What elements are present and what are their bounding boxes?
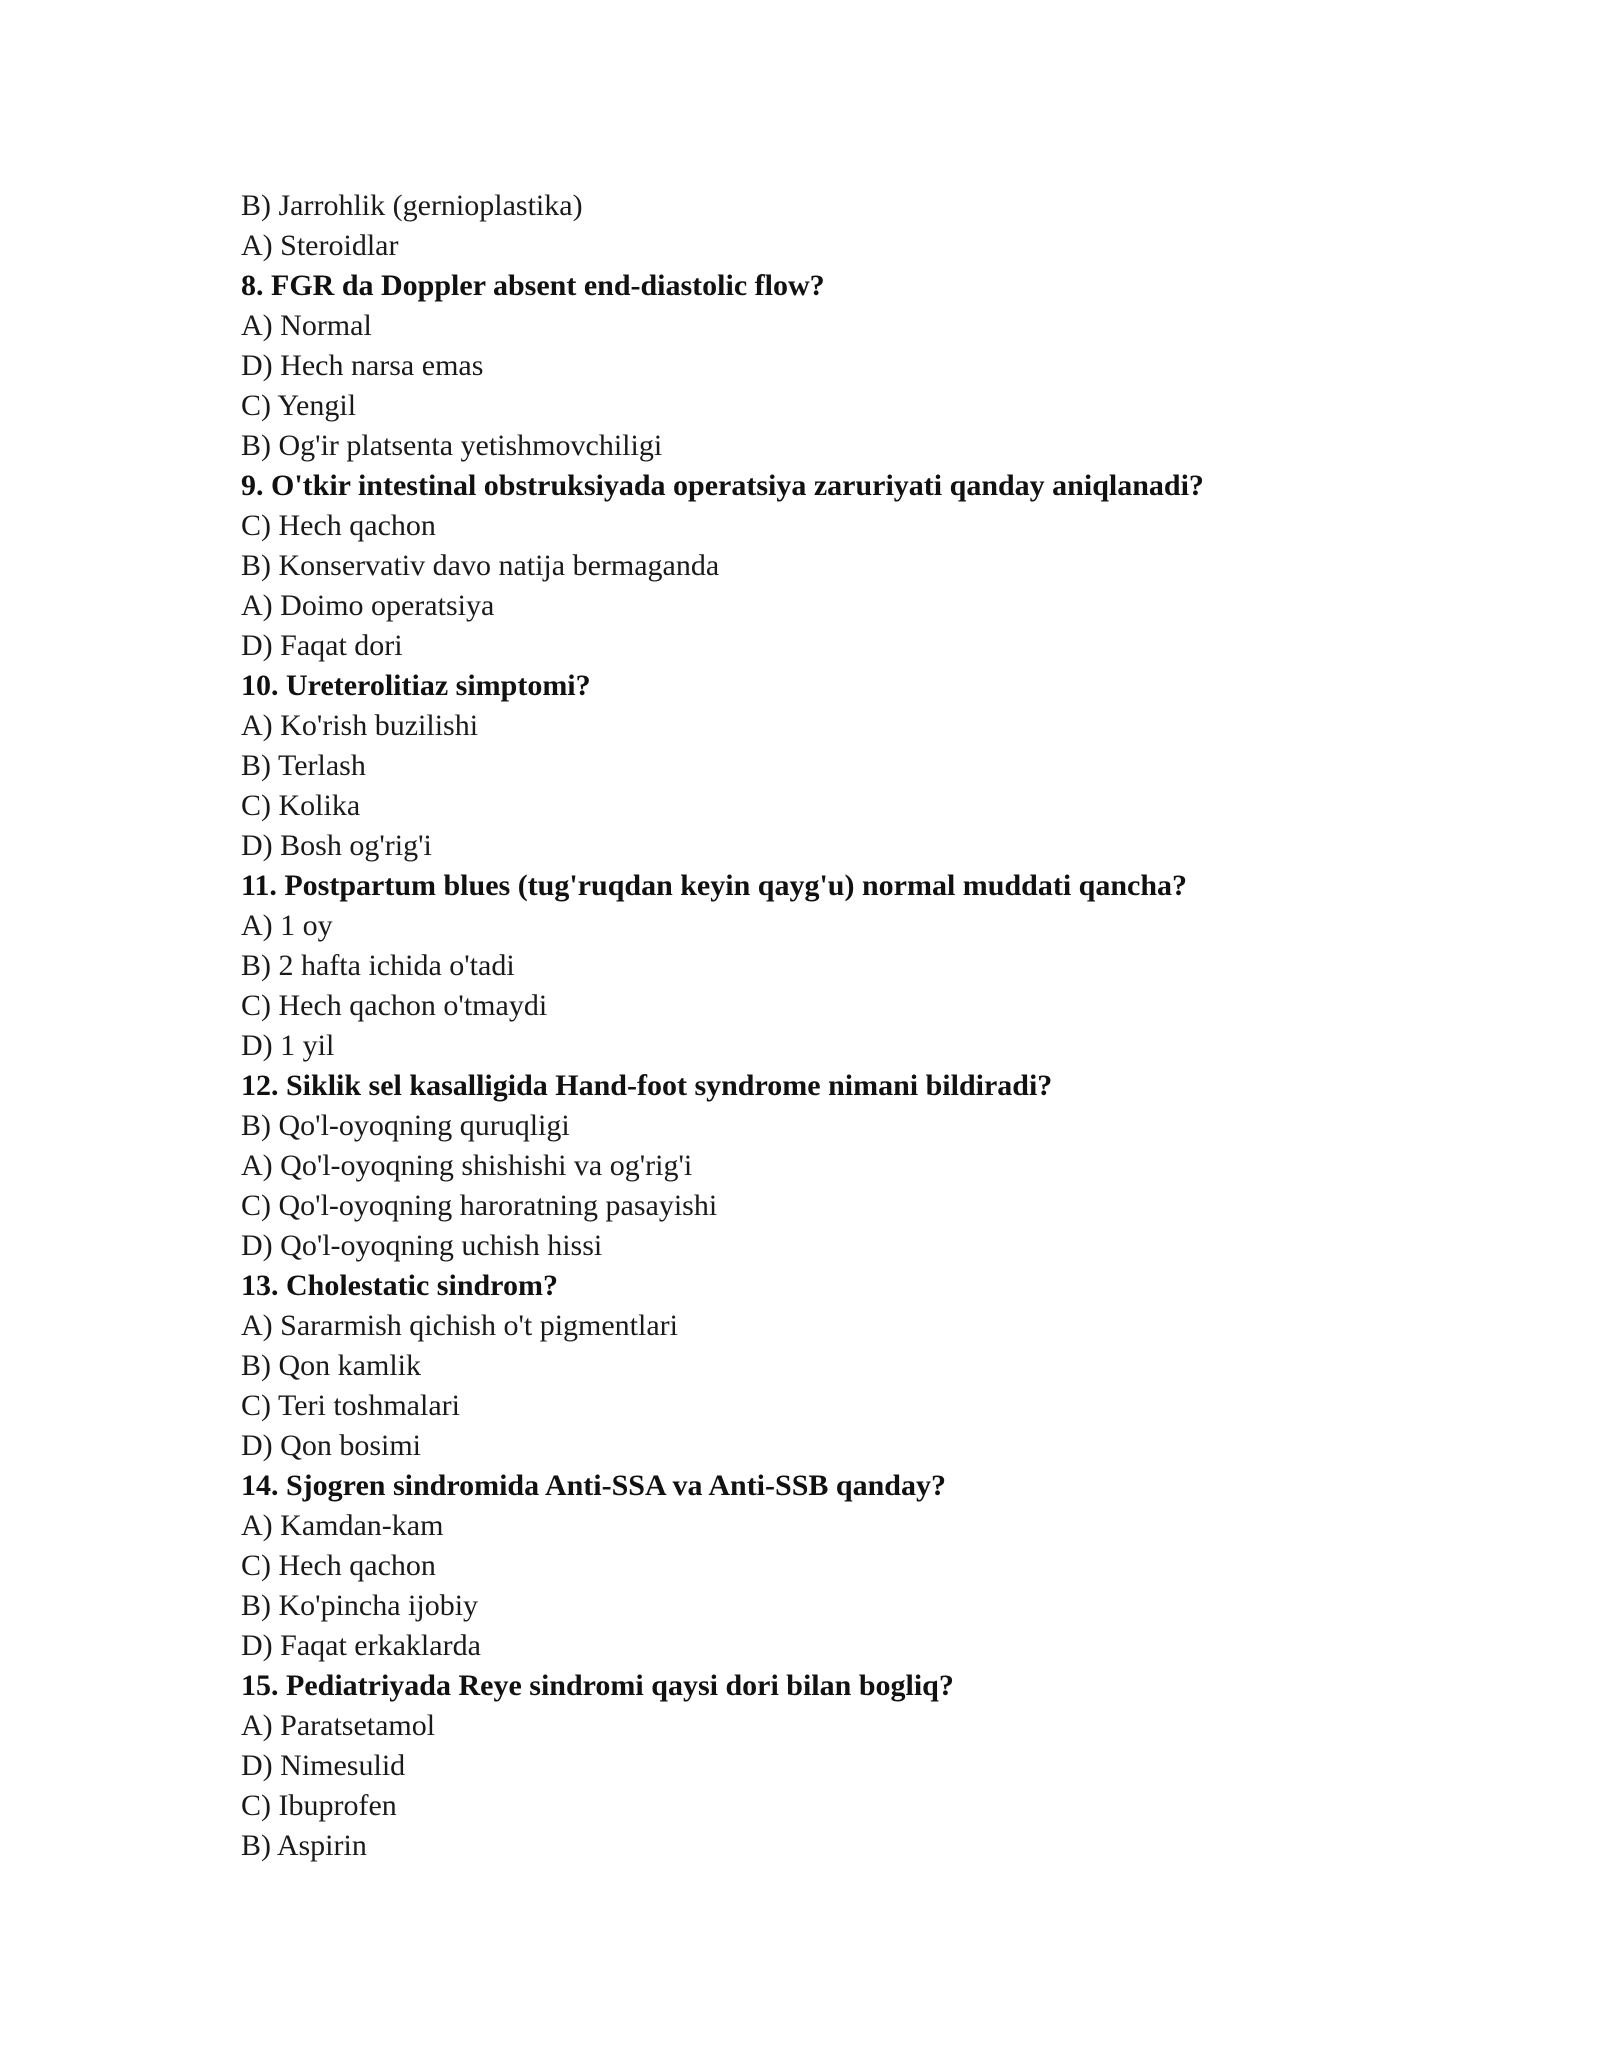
answer-option: C) Ibuprofen — [241, 1789, 397, 1822]
answer-option: A) Steroidlar — [241, 229, 399, 262]
answer-option: B) Ko'pincha ijobiy — [241, 1589, 479, 1622]
question-heading: 14. Sjogren sindromida Anti-SSA va Anti-SSB qanday? — [241, 1469, 946, 1502]
answer-option: C) Hech qachon — [241, 1549, 436, 1582]
answer-option: B) 2 hafta ichida o'tadi — [241, 949, 515, 982]
answer-option: D) Hech narsa emas — [241, 349, 484, 382]
answer-option: A) Ko'rish buzilishi — [241, 709, 479, 742]
answer-option: B) Jarrohlik (gernioplastika) — [241, 189, 583, 222]
answer-option: D) Qo'l-oyoqning uchish hissi — [241, 1229, 603, 1262]
answer-option: C) Hech qachon — [241, 509, 436, 542]
answer-option: C) Hech qachon o'tmaydi — [241, 989, 548, 1022]
answer-option: B) Aspirin — [241, 1829, 367, 1862]
answer-option: A) Sararmish qichish o't pigmentlari — [241, 1309, 678, 1342]
question-heading: 12. Siklik sel kasalligida Hand-foot syndrome nimani bildiradi? — [241, 1069, 1053, 1102]
answer-option: B) Qon kamlik — [241, 1349, 421, 1382]
answer-option: D) Qon bosimi — [241, 1429, 421, 1462]
question-heading: 11. Postpartum blues (tug'ruqdan keyin qayg'u) normal muddati qancha? — [241, 869, 1188, 902]
answer-option: A) 1 oy — [241, 909, 333, 942]
answer-option: A) Qo'l-oyoqning shishishi va og'rig'i — [241, 1149, 693, 1182]
answer-option: D) Faqat dori — [241, 629, 403, 662]
question-heading: 15. Pediatriyada Reye sindromi qaysi dori bilan bogliq? — [241, 1669, 954, 1702]
answer-option: C) Yengil — [241, 389, 357, 422]
answer-option: B) Og'ir platsenta yetishmovchiligi — [241, 429, 663, 462]
answer-option: D) Bosh og'rig'i — [241, 829, 432, 862]
answer-option: D) Nimesulid — [241, 1749, 406, 1782]
answer-option: C) Teri toshmalari — [241, 1389, 460, 1422]
question-heading: 13. Cholestatic sindrom? — [241, 1269, 558, 1302]
answer-option: D) Faqat erkaklarda — [241, 1629, 481, 1662]
document-body — [241, 186, 1421, 1866]
answer-option: D) 1 yil — [241, 1029, 335, 1062]
question-heading: 10. Ureterolitiaz simptomi? — [241, 669, 591, 702]
answer-option: B) Terlash — [241, 749, 366, 782]
answer-option: C) Kolika — [241, 789, 361, 822]
answer-option: B) Konservativ davo natija bermaganda — [241, 549, 720, 582]
question-heading: 9. O'tkir intestinal obstruksiyada operatsiya zaruriyati qanday aniqlanadi? — [241, 469, 1204, 502]
answer-option: B) Qo'l-oyoqning quruqligi — [241, 1109, 570, 1142]
answer-option: A) Paratsetamol — [241, 1709, 436, 1742]
answer-option: A) Kamdan-kam — [241, 1509, 444, 1542]
answer-option: C) Qo'l-oyoqning haroratning pasayishi — [241, 1189, 718, 1222]
answer-option: A) Doimo operatsiya — [241, 589, 495, 622]
answer-option: A) Normal — [241, 309, 372, 342]
question-heading: 8. FGR da Doppler absent end-diastolic flow? — [241, 269, 825, 302]
